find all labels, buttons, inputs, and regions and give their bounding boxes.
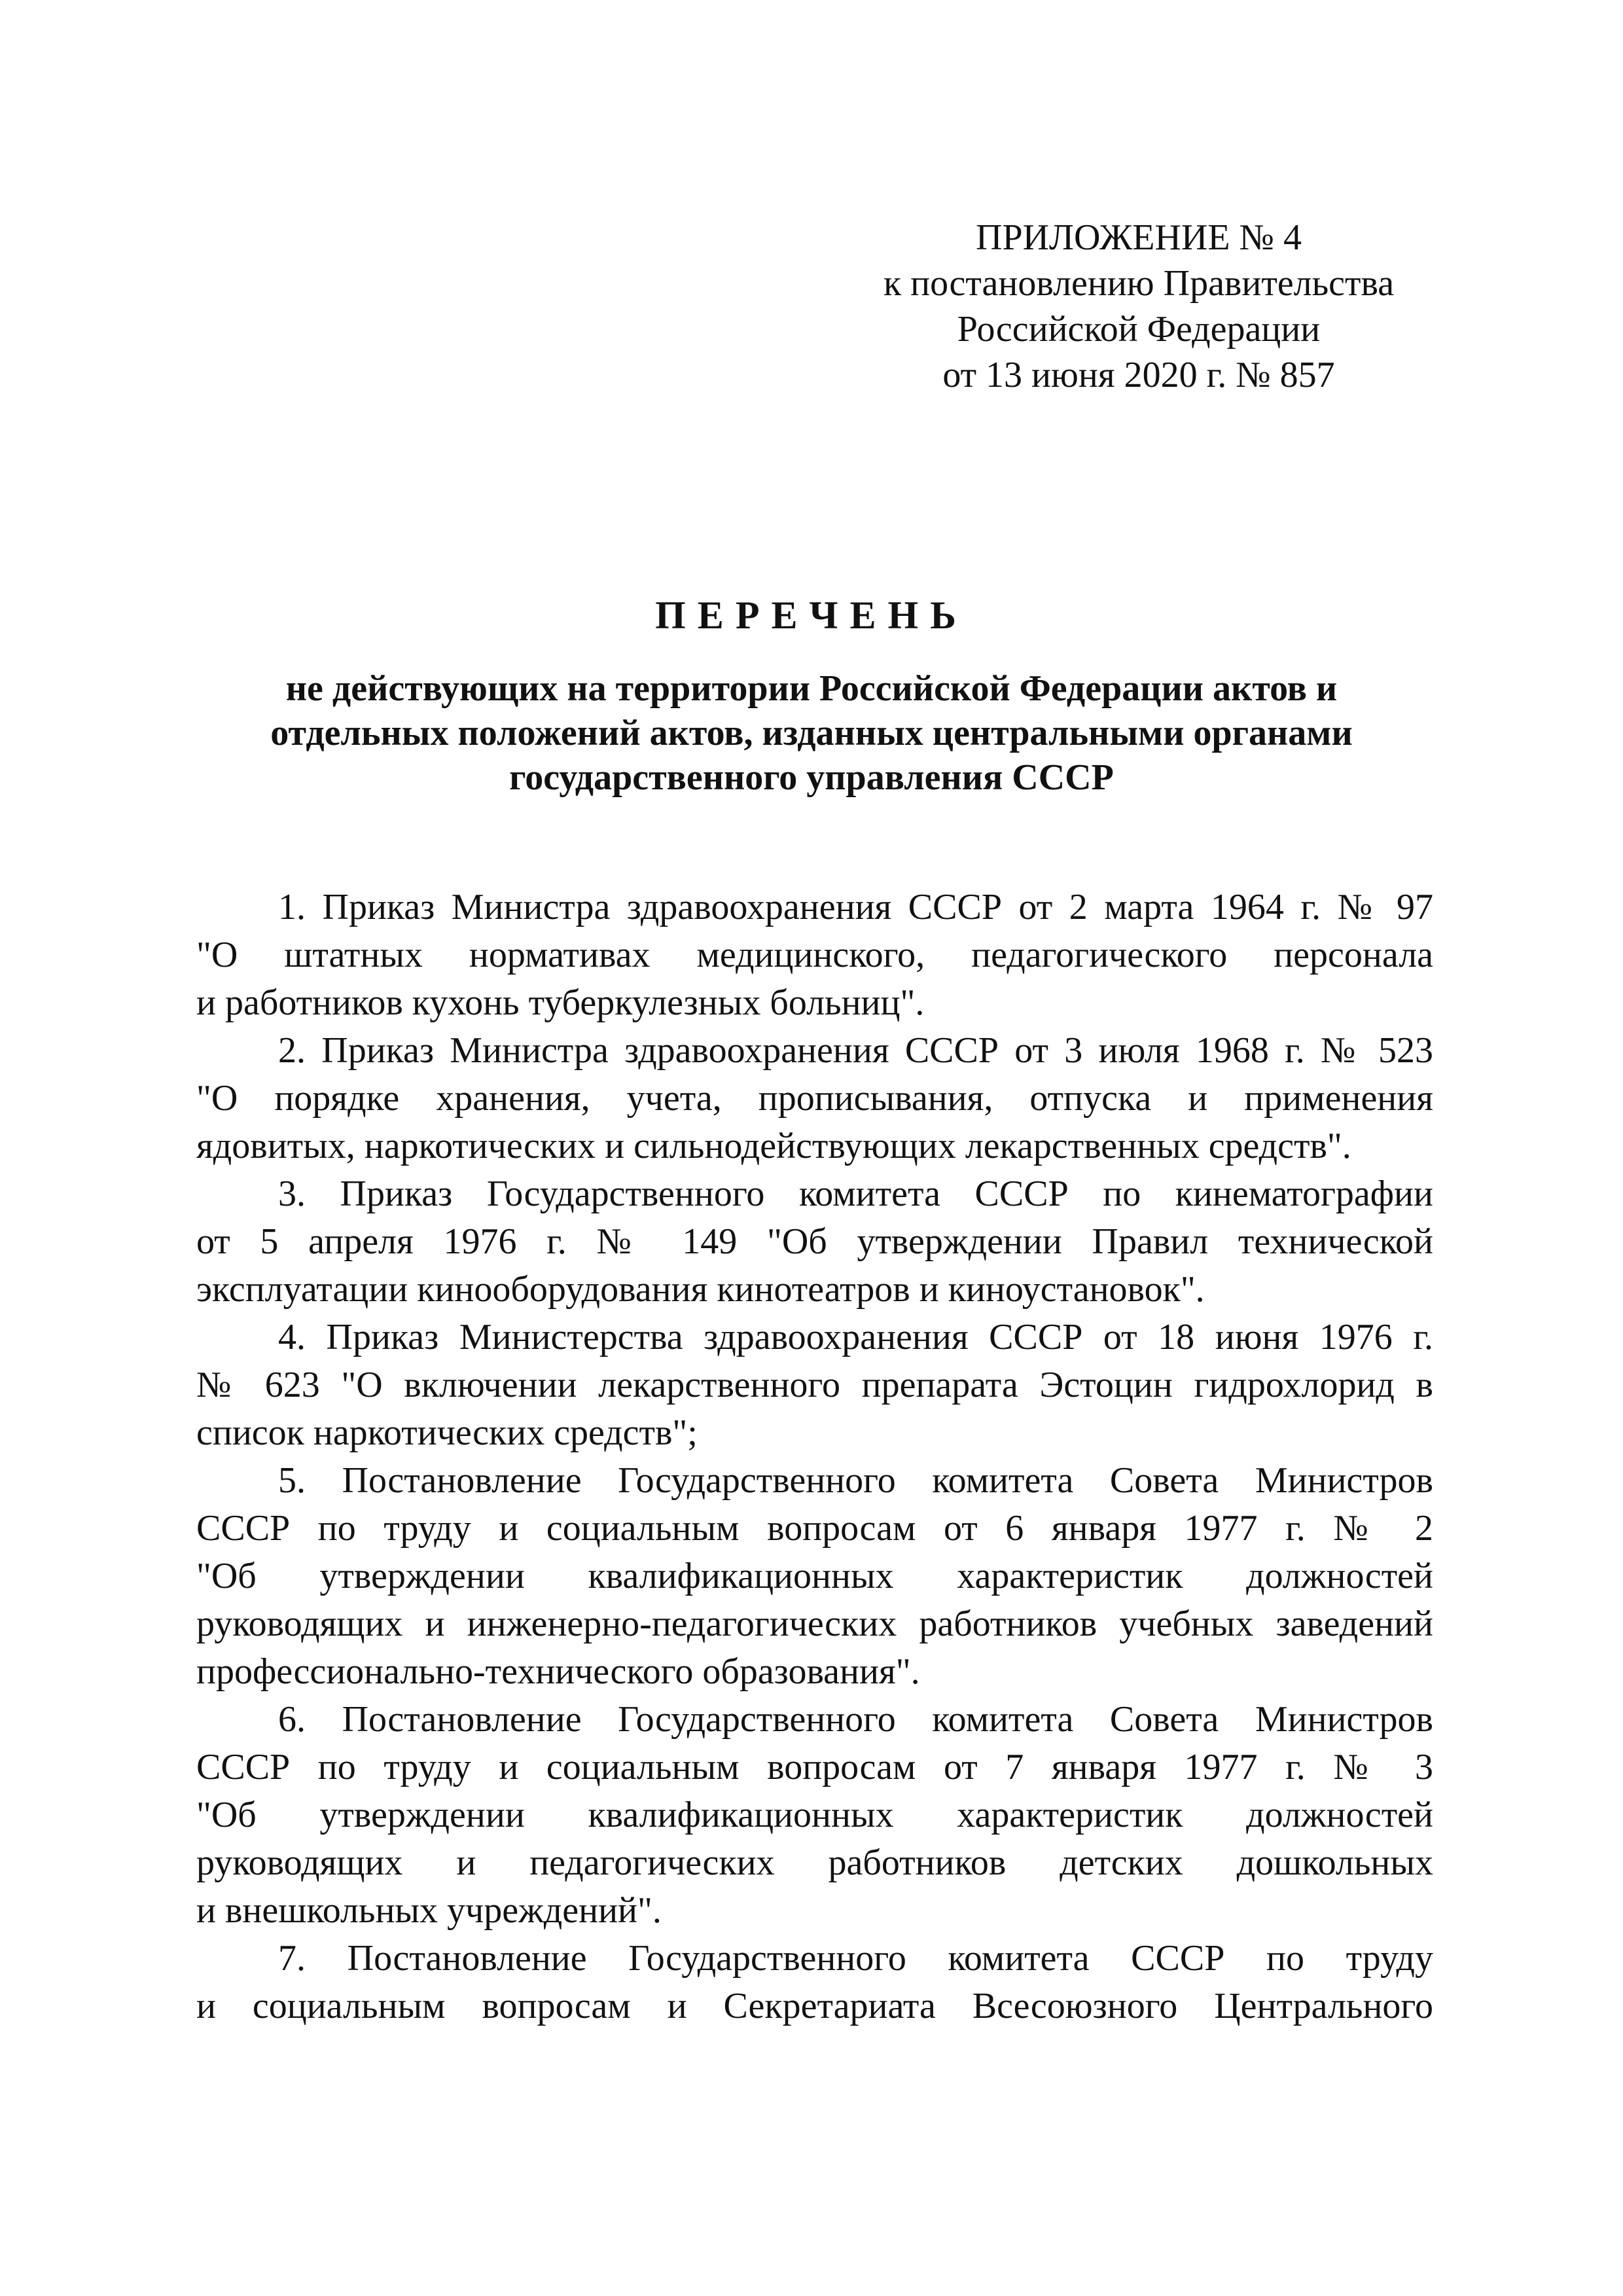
item-line: и внешкольных учреждений". xyxy=(196,1890,662,1931)
appendix-line-4: от 13 июня 2020 г. № 857 xyxy=(942,355,1335,395)
list-item xyxy=(196,1027,1433,1170)
heading-subtitle-line-3: государственного управления СССР xyxy=(509,757,1114,798)
item-line: 2. Приказ Министра здравоохранения СССР от 3 июля 1968 г. № 523 xyxy=(278,1030,1433,1071)
appendix-block xyxy=(844,215,1433,398)
item-line: СССР по труду и социальным вопросам от 6 января 1977 г. № 2 xyxy=(196,1508,1433,1549)
item-line: профессионально-технического образования". xyxy=(196,1651,920,1692)
list-item xyxy=(196,1696,1433,1935)
item-line: № 623 "О включении лекарственного препарата Эстоцин гидрохлорид в xyxy=(196,1365,1433,1405)
item-line: "Об утверждении квалификационных характеристик должностей xyxy=(196,1556,1433,1596)
item-line: и работников кухонь туберкулезных больниц". xyxy=(196,982,925,1023)
item-line: 5. Постановление Государственного комитета Совета Министров xyxy=(278,1460,1433,1501)
list-item xyxy=(196,884,1433,1027)
item-line: 1. Приказ Министра здравоохранения СССР от 2 марта 1964 г. № 97 xyxy=(278,887,1433,927)
item-line: "О штатных нормативах медицинского, педагогического персонала xyxy=(196,935,1433,975)
acts-list xyxy=(196,884,1433,2030)
item-line: 4. Приказ Министерства здравоохранения СССР от 18 июня 1976 г. xyxy=(278,1317,1433,1357)
appendix-title: ПРИЛОЖЕНИЕ № 4 xyxy=(976,217,1302,258)
item-line: руководящих и педагогических работников детских дошкольных xyxy=(196,1842,1433,1883)
item-line: и социальным вопросам и Секретариата Всесоюзного Центрального xyxy=(196,1986,1433,2026)
item-line: 6. Постановление Государственного комитета Совета Министров xyxy=(278,1699,1433,1740)
item-line: ядовитых, наркотических и сильнодействующих лекарственных средств". xyxy=(196,1126,1351,1166)
list-item xyxy=(196,1314,1433,1457)
list-item xyxy=(196,1457,1433,1696)
item-line: руководящих и инженерно-педагогических работников учебных заведений xyxy=(196,1604,1433,1644)
list-item xyxy=(196,1170,1433,1314)
heading-title: ПЕРЕЧЕНЬ xyxy=(655,594,968,637)
appendix-line-2: к постановлению Правительства xyxy=(883,263,1395,304)
list-item xyxy=(196,1935,1433,2030)
document-heading xyxy=(196,589,1427,800)
item-line: "Об утверждении квалификационных характеристик должностей xyxy=(196,1795,1433,1835)
heading-subtitle-line-2: отдельных положений актов, изданных центральными органами xyxy=(270,713,1353,753)
item-line: СССР по труду и социальным вопросам от 7 января 1977 г. № 3 xyxy=(196,1747,1433,1787)
heading-subtitle-line-1: не действующих на территории Российской Федерации актов и xyxy=(285,668,1338,709)
appendix-line-3: Российской Федерации xyxy=(957,309,1321,350)
item-line: от 5 апреля 1976 г. № 149 "Об утверждении Правил технической xyxy=(196,1221,1433,1262)
item-line: эксплуатации кинооборудования кинотеатров и киноустановок". xyxy=(196,1269,1205,1310)
item-line: 7. Постановление Государственного комитета СССР по труду xyxy=(278,1938,1433,1979)
item-line: список наркотических средств"; xyxy=(196,1412,698,1453)
item-line: "О порядке хранения, учета, прописывания, отпуска и применения xyxy=(196,1078,1433,1119)
item-line: 3. Приказ Государственного комитета СССР по кинематографии xyxy=(278,1174,1433,1214)
